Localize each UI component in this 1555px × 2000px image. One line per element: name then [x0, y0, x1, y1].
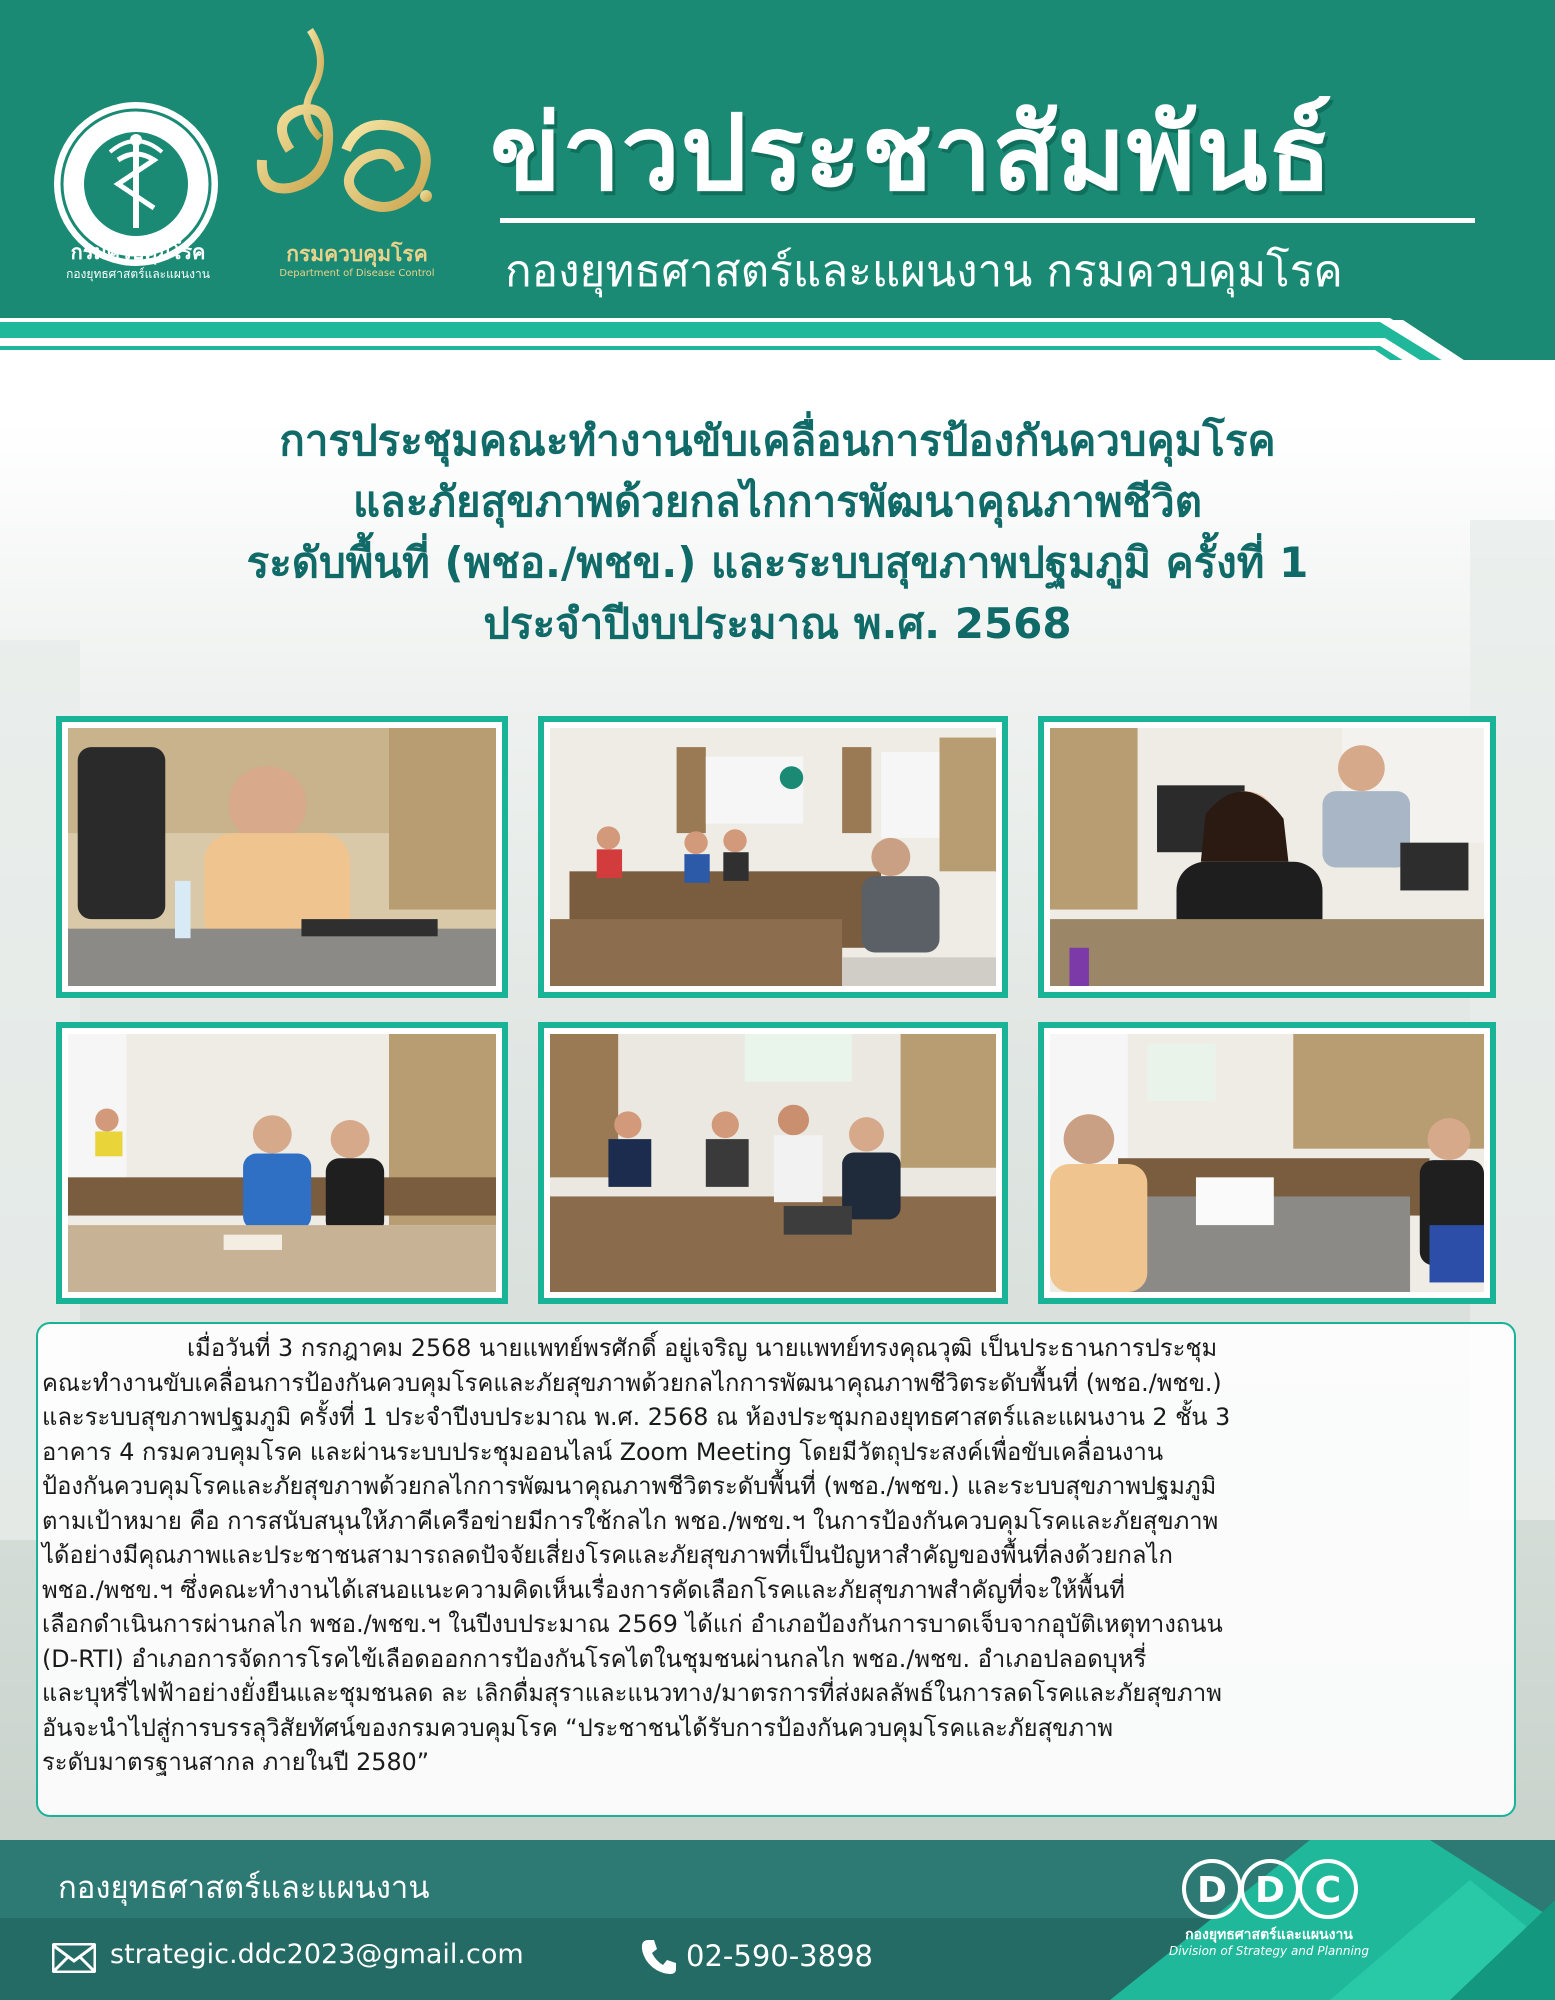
page-title: ข่าวประชาสัมพันธ์ — [490, 92, 1333, 214]
footer-phone-link[interactable]: 02-590-3898 — [686, 1939, 873, 1973]
mail-icon — [52, 1943, 96, 1973]
ministry-logo-sublabel: กองยุทธศาสตร์และแผนงาน — [66, 267, 210, 281]
news-headline — [60, 410, 1495, 654]
title-divider — [500, 218, 1475, 223]
meeting-photo-5 — [538, 1022, 1008, 1304]
meeting-photo-3 — [1038, 716, 1496, 998]
header-banner — [0, 0, 1555, 360]
svg-text:C: C — [1314, 1870, 1342, 1911]
body-line: ระดับมาตรฐานสากล ภายในปี 2580” — [42, 1748, 430, 1776]
headline-line: การประชุมคณะทำงานขับเคลื่อนการป้องกันควบคุมโรค — [279, 416, 1276, 465]
body-line: (D-RTI) อำเภอการจัดการโรคไข้เลือดออกการป้องกันโรคไตในชุมชนผ่านกลไก พชอ./พชข. อำเภอปลอดบุหรี่ — [42, 1644, 1147, 1673]
body-line: ตามเป้าหมาย คือ การสนับสนุนให้ภาคีเครือข่ายมีการใช้กลไก พชอ./พชข.ฯ ในการป้องกันควบคุมโรคและภัยสุขภาพ — [42, 1506, 1219, 1535]
meeting-photo-6 — [1038, 1022, 1496, 1304]
body-line: เลือกดำเนินการผ่านกลไก พชอ./พชข.ฯ ในปีงบประมาณ 2569 ได้แก่ อำเภอป้องกันการบาดเจ็บจากอุบัติเหตุทางถนน — [42, 1610, 1223, 1638]
headline-line: และภัยสุขภาพด้วยกลไกการพัฒนาคุณภาพชีวิต — [352, 477, 1203, 526]
headline-line: ระดับพื้นที่ (พชอ./พชข.) และระบบสุขภาพปฐมภูมิ ครั้งที่ 1 — [246, 538, 1309, 587]
footer-email-link[interactable]: strategic.ddc2023@gmail.com — [110, 1939, 524, 1970]
body-line: และระบบสุขภาพปฐมภูมิ ครั้งที่ 1 ประจำปีงบประมาณ พ.ศ. 2568 ณ ห้องประชุมกองยุทธศาสตร์และแผนงาน 2 ชั้น 3 — [42, 1403, 1231, 1431]
phone-icon — [640, 1938, 678, 1976]
ddc-badge-sublabel: Division of Strategy and Planning — [1168, 1944, 1370, 1958]
svg-text:D: D — [1197, 1870, 1227, 1911]
meeting-photo-4 — [56, 1022, 508, 1304]
footer-organization: กองยุทธศาสตร์และแผนงาน — [58, 1870, 430, 1906]
ddc-badge-label: กองยุทธศาสตร์และแผนงาน — [1185, 1927, 1353, 1943]
ddc-logo-label: กรมควบคุมโรค — [286, 242, 428, 266]
ddc-anniversary-logo — [250, 20, 450, 240]
headline-line: ประจำปีงบประมาณ พ.ศ. 2568 — [483, 599, 1072, 648]
body-line: อันจะนำไปสู่การบรรลุวิสัยทัศน์ของกรมควบคุมโรค “ประชาชนได้รับการป้องกันควบคุมโรคและภัยสุขภาพ — [42, 1713, 1114, 1742]
body-line: และบุหรี่ไฟฟ้าอย่างยั่งยืนและชุมชนลด ละ เลิกดื่มสุราและแนวทาง/มาตรการที่ส่งผลลัพธ์ในการลดโรคและภัยสุขภาพ — [42, 1679, 1222, 1707]
news-body — [42, 1331, 1487, 1780]
ministry-logo-label: กรมควบคุมโรค — [70, 240, 206, 264]
ddc-logo-sublabel: Department of Disease Control — [279, 268, 435, 279]
body-line: เมื่อวันที่ 3 กรกฎาคม 2568 นายแพทย์พรศักดิ์ อยู่เจริญ นายแพทย์ทรงคุณวุฒิ เป็นประธานการประชุม — [187, 1334, 1218, 1362]
body-line: ได้อย่างมีคุณภาพและประชาชนสามารถลดปัจจัยเสี่ยงโรคและภัยสุขภาพที่เป็นปัญหาสำคัญของพื้นที่ลงด้วยกลไก — [42, 1541, 1173, 1569]
body-line: อาคาร 4 กรมควบคุมโรค และผ่านระบบประชุมออนไลน์ Zoom Meeting โดยมีวัตถุประสงค์เพื่อขับเคลื่อนงาน — [42, 1437, 1164, 1466]
body-line: พชอ./พชข.ฯ ซึ่งคณะทำงานได้เสนอแนะความคิดเห็นเรื่องการคัดเลือกโรคและภัยสุขภาพสำคัญที่จะให้พื้นที่ — [42, 1575, 1125, 1604]
ddc-badge — [1180, 1855, 1360, 1923]
svg-text:D: D — [1255, 1870, 1285, 1911]
meeting-photo-1 — [56, 716, 508, 998]
body-line: ป้องกันควบคุมโรคและภัยสุขภาพด้วยกลไกการพัฒนาคุณภาพชีวิตระดับพื้นที่ (พชอ./พชข.) และระบบสุขภาพปฐมภูมิ — [42, 1472, 1217, 1500]
page-subtitle: กองยุทธศาสตร์และแผนงาน กรมควบคุมโรค — [505, 246, 1343, 297]
meeting-photo-2 — [538, 716, 1008, 998]
body-line: คณะทำงานขับเคลื่อนการป้องกันควบคุมโรคและภัยสุขภาพด้วยกลไกการพัฒนาคุณภาพชีวิตระดับพื้นที่ (พชอ./พชข.) — [42, 1368, 1222, 1397]
